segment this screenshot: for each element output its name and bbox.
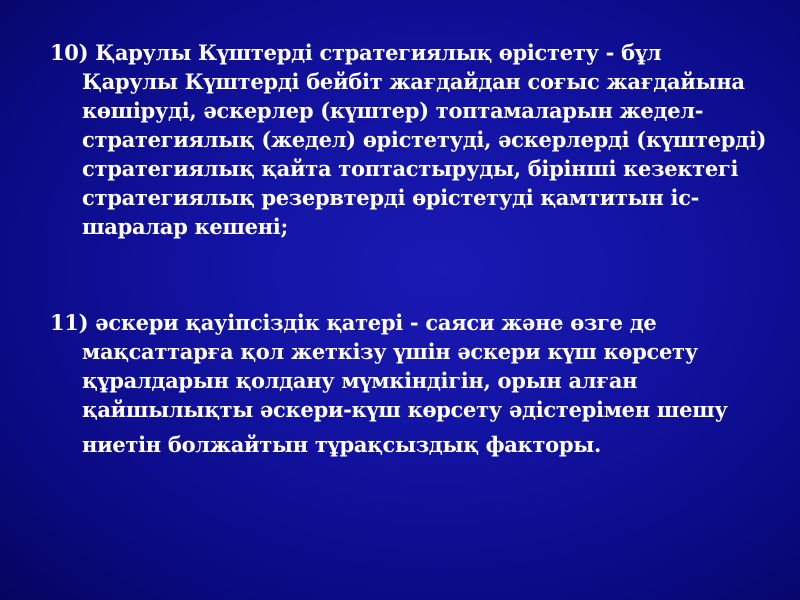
paragraph-line: құралдарын қолдану мүмкіндігін, орын алған [82, 368, 638, 393]
definition-paragraph-11 [50, 308, 770, 459]
paragraph-line: 11) әскери қауіпсіздік қатері - саяси және өзге де [50, 310, 657, 335]
paragraph-line: көшіруді, әскерлер (күштер) топтамаларын жедел- [82, 98, 704, 123]
paragraph-line: қайшылықты әскери-күш көрсету әдістерімен шешу [82, 397, 728, 422]
paragraph-line: мақсаттарға қол жеткізу үшін әскери күш көрсету [82, 339, 698, 364]
paragraph-line: стратегиялық (жедел) өрістетуді, әскерлерді (күштерді) [82, 127, 767, 152]
paragraph-line: шаралар кешені; [82, 214, 288, 239]
paragraph-line: стратегиялық резервтерді өрістетуді қамтитын іс- [82, 185, 700, 210]
paragraph-line: Қарулы Күштерді бейбіт жағдайдан соғыс жағдайына [82, 69, 745, 94]
paragraph-line: стратегиялық қайта топтастыруды, бірінші кезектегі [82, 156, 739, 181]
definition-paragraph-10 [50, 38, 770, 241]
paragraph-line: ниетін болжайтын тұрақсыздық факторы. [82, 432, 601, 457]
paragraph-line: 10) Қарулы Күштерді стратегиялық өрістету - бұл [50, 40, 662, 65]
